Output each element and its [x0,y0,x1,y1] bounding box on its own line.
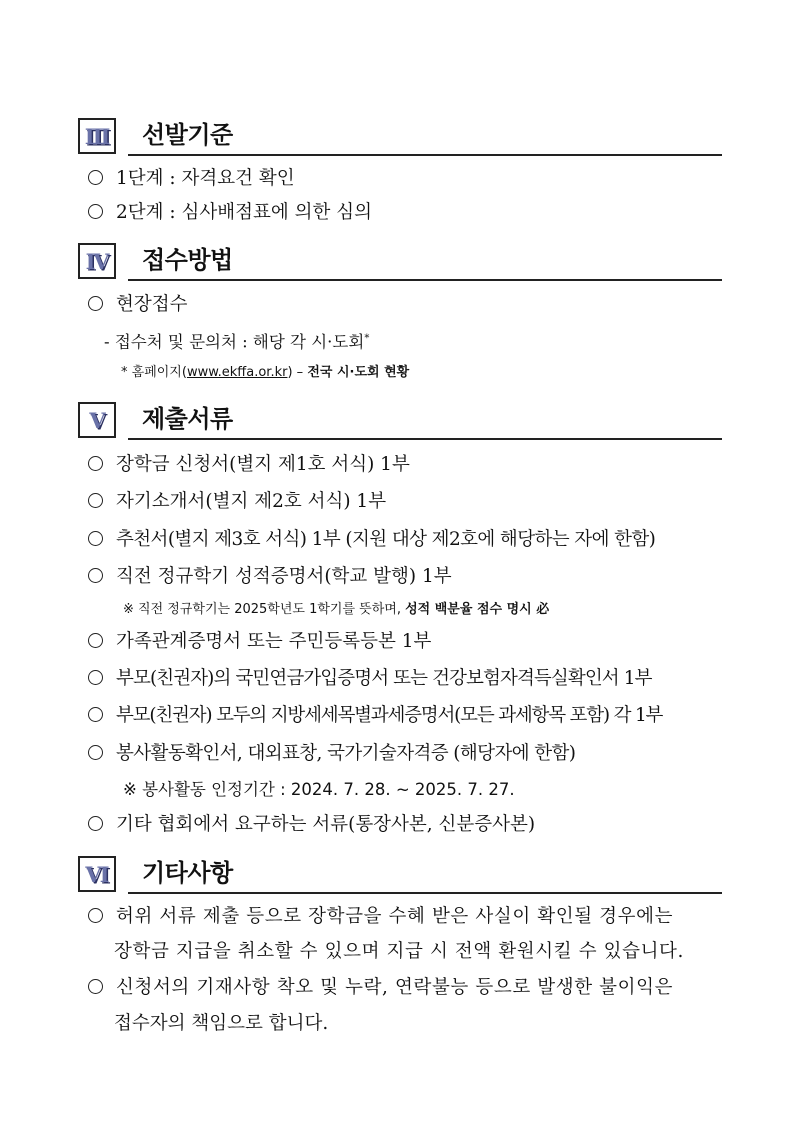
section-number-box: Ⅳ [78,243,116,279]
section-number-box: Ⅴ [78,402,116,438]
circle-bullet-icon [88,568,103,583]
list-item: 직전 정규학기 성적증명서(학교 발행) 1부 [88,564,452,590]
section-header-others [78,856,722,896]
section-number-box: Ⅲ [78,118,116,154]
list-item: 신청서의 기재사항 착오 및 누락, 연락불능 등으로 발생한 불이익은 [88,975,673,1001]
section-divider [128,279,722,281]
circle-bullet-icon [88,204,103,219]
section-title: 기타사항 [142,859,233,887]
list-item: 현장접수 [88,292,187,318]
circle-bullet-icon [88,745,103,760]
section-divider [128,438,722,440]
section-divider [128,892,722,894]
list-item: 허위 서류 제출 등으로 장학금을 수혜 받은 사실이 확인될 경우에는 [88,904,673,930]
section-title: 선발기준 [142,121,233,149]
list-item: 봉사활동확인서, 대외표창, 국가기술자격증 (해당자에 한함) [88,741,575,767]
section-number-box: Ⅵ [78,856,116,892]
volunteer-period-note: ※ 봉사활동 인정기간 : 2024. 7. 28. ~ 2025. 7. 27. [123,780,515,799]
section-divider [128,154,722,156]
circle-bullet-icon [88,531,103,546]
list-item: 추천서(별지 제3호 서식) 1부 (지원 대상 제2호에 해당하는 자에 한함) [88,527,655,553]
list-item: 기타 협회에서 요구하는 서류(통장사본, 신분증사본) [88,812,535,838]
circle-bullet-icon [88,979,103,994]
circle-bullet-icon [88,456,103,471]
list-item: 장학금 신청서(별지 제1호 서식) 1부 [88,452,410,478]
circle-bullet-icon [88,816,103,831]
section-header-documents [78,402,722,442]
circle-bullet-icon [88,493,103,508]
section-header-application [78,243,722,283]
section-title: 제출서류 [142,405,233,433]
circle-bullet-icon [88,707,103,722]
list-item: 부모(친권자) 모두의 지방세세목별과세증명서(모든 과세항목 포함) 각 1부 [88,703,662,729]
transcript-note: ※ 직전 정규학기는 2025학년도 1학기를 뜻하며, 성적 백분율 점수 명시 必 [123,602,550,617]
homepage-note: * 홈페이지(www.ekffa.or.kr) – 전국 시·도회 현황 [121,365,410,380]
section-header-selection [78,118,722,158]
list-item: 가족관계증명서 또는 주민등록등본 1부 [88,629,431,655]
section-title: 접수방법 [142,246,233,274]
list-item: 부모(친권자)의 국민연금가입증명서 또는 건강보험자격득실확인서 1부 [88,666,652,692]
circle-bullet-icon [88,908,103,923]
circle-bullet-icon [88,296,103,311]
contact-info: - 접수처 및 문의처 : 해당 각 시·도회* [104,332,370,352]
list-item: 2단계 : 심사배점표에 의한 심의 [88,200,372,226]
circle-bullet-icon [88,670,103,685]
homepage-link[interactable]: www.ekffa.or.kr [186,365,288,380]
circle-bullet-icon [88,633,103,648]
circle-bullet-icon [88,170,103,185]
list-item-continuation: 접수자의 책임으로 합니다. [114,1013,329,1034]
list-item: 자기소개서(별지 제2호 서식) 1부 [88,489,386,515]
list-item: 1단계 : 자격요건 확인 [88,166,295,192]
list-item-continuation: 장학금 지급을 취소할 수 있으며 지급 시 전액 환원시킬 수 있습니다. [114,941,685,962]
